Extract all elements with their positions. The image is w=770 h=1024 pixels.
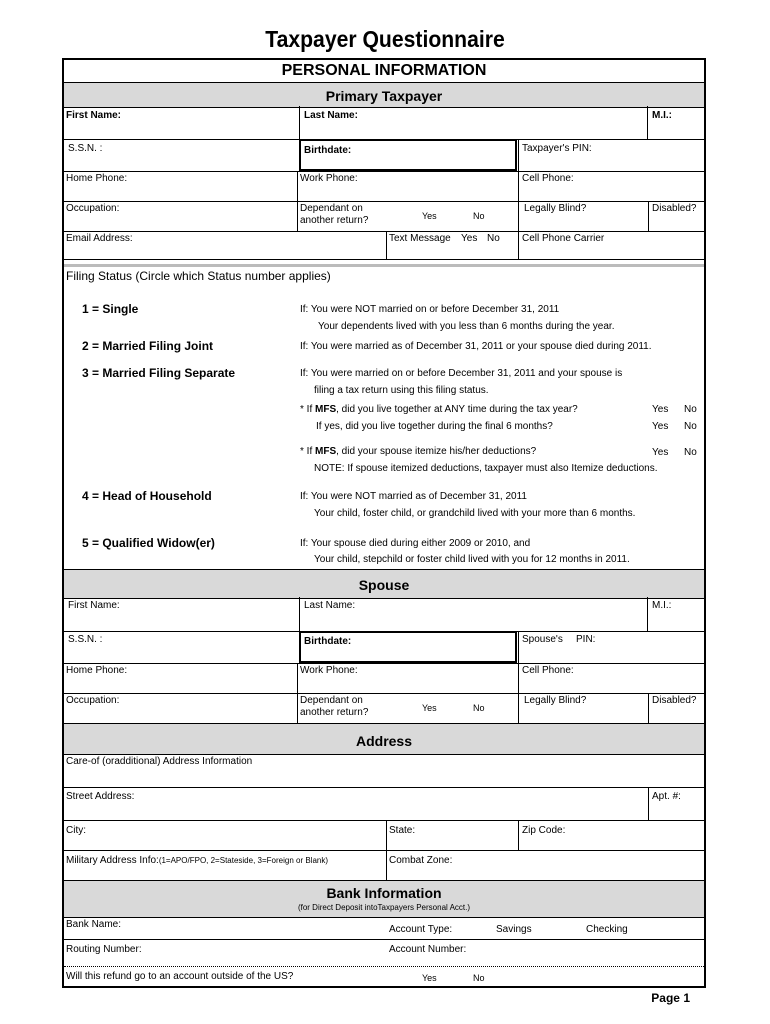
primary-dependant-yes[interactable]: Yes bbox=[422, 211, 437, 221]
primary-blind-label: Legally Blind? bbox=[524, 203, 587, 214]
filing-mfs-q1-yes[interactable]: Yes bbox=[652, 404, 669, 415]
primary-occupation-label: Occupation: bbox=[66, 203, 120, 214]
address-zip-label: Zip Code: bbox=[522, 825, 566, 836]
primary-taxpayer-header: Primary Taxpayer bbox=[64, 82, 704, 108]
filing-mfs-note: NOTE: If spouse itemized deductions, taxpayer must also Itemize deductions. bbox=[314, 463, 658, 474]
filing-mfs-q3-yes[interactable]: Yes bbox=[652, 447, 669, 458]
bank-account-type-label: Account Type: bbox=[389, 924, 453, 935]
spouse-first-name-label: First Name: bbox=[68, 600, 120, 611]
primary-home-phone-label: Home Phone: bbox=[66, 173, 128, 184]
questionnaire-form bbox=[62, 58, 706, 988]
filing-mfs-q3-no[interactable]: No bbox=[684, 447, 697, 458]
bank-checking-option[interactable]: Checking bbox=[586, 924, 628, 935]
filing-mfs-desc-1: If: You were married on or before December 31, 2011 and your spouse is bbox=[300, 368, 623, 379]
spouse-dependant-yes[interactable]: Yes bbox=[422, 703, 437, 713]
address-state-label: State: bbox=[389, 825, 416, 836]
filing-mfs: 3 = Married Filing Separate bbox=[82, 366, 236, 380]
spouse-blind-label: Legally Blind? bbox=[524, 695, 587, 706]
primary-text-message-label: Text Message bbox=[389, 233, 451, 244]
address-combat-label: Combat Zone: bbox=[389, 855, 453, 866]
filing-mfs-q1: * If MFS, did you live together at ANY time during the tax year? bbox=[300, 404, 578, 415]
primary-dependant-no[interactable]: No bbox=[473, 211, 485, 221]
spouse-cell-phone-label: Cell Phone: bbox=[522, 665, 574, 676]
primary-birthdate-label: Birthdate: bbox=[304, 145, 352, 156]
spouse-mi-label: M.I.: bbox=[652, 600, 672, 611]
filing-hoh: 4 = Head of Household bbox=[82, 489, 212, 503]
filing-mfs-q3: * If MFS, did your spouse itemize his/her deductions? bbox=[300, 446, 537, 457]
filing-mfs-q1-no[interactable]: No bbox=[684, 404, 697, 415]
spouse-disabled-label: Disabled? bbox=[652, 695, 697, 706]
address-apt-label: Apt. #: bbox=[652, 791, 681, 802]
filing-single: 1 = Single bbox=[82, 302, 139, 316]
filing-mfs-desc-2: filing a tax return using this filing status. bbox=[314, 385, 489, 396]
filing-qw: 5 = Qualified Widow(er) bbox=[82, 536, 215, 550]
primary-dependant-label-2: another return? bbox=[300, 215, 369, 226]
primary-mi-label: M.I.: bbox=[652, 110, 672, 121]
filing-mfj: 2 = Married Filing Joint bbox=[82, 339, 214, 353]
spouse-birthdate-label: Birthdate: bbox=[304, 636, 352, 647]
filing-mfs-q2-yes[interactable]: Yes bbox=[652, 421, 669, 432]
spouse-pin-label-1: Spouse's bbox=[522, 634, 563, 645]
bank-header-title: Bank Information bbox=[326, 885, 442, 901]
filing-hoh-desc-2: Your child, foster child, or grandchild lived with your more than 6 months. bbox=[314, 508, 636, 519]
filing-status-header: Filing Status (Circle which Status number applies) bbox=[66, 269, 331, 283]
primary-text-no[interactable]: No bbox=[487, 233, 500, 244]
spouse-dependant-label-2: another return? bbox=[300, 707, 369, 718]
primary-pin-label: Taxpayer's PIN: bbox=[522, 143, 592, 154]
primary-cell-phone-label: Cell Phone: bbox=[522, 173, 574, 184]
filing-qw-desc-2: Your child, stepchild or foster child lived with you for 12 months in 2011. bbox=[314, 554, 630, 565]
spouse-last-name-label: Last Name: bbox=[304, 600, 356, 611]
page-number: Page 1 bbox=[651, 991, 690, 1005]
spouse-header: Spouse bbox=[64, 569, 704, 599]
filing-single-desc-2: Your dependents lived with you less than 6 months during the year. bbox=[318, 321, 615, 332]
filing-single-desc-1: If: You were NOT married on or before December 31, 2011 bbox=[300, 304, 560, 315]
address-header: Address bbox=[64, 723, 704, 755]
page-title: Taxpayer Questionnaire bbox=[265, 26, 505, 52]
primary-email-label: Email Address: bbox=[66, 233, 133, 244]
filing-mfj-desc-1: If: You were married as of December 31, 2011 or your spouse died during 2011. bbox=[300, 341, 652, 352]
address-city-label: City: bbox=[66, 825, 86, 836]
spouse-dependant-no[interactable]: No bbox=[473, 703, 485, 713]
filing-mfs-q2-no[interactable]: No bbox=[684, 421, 697, 432]
bank-subheader: (for Direct Deposit intoTaxpayers Personal Acct.) bbox=[297, 903, 471, 912]
bank-header bbox=[64, 880, 704, 918]
bank-savings-option[interactable]: Savings bbox=[496, 924, 532, 935]
bank-account-number-label: Account Number: bbox=[389, 944, 467, 955]
primary-dependant-label-1: Dependant on bbox=[300, 203, 363, 214]
address-street-label: Street Address: bbox=[66, 791, 135, 802]
spouse-dependant-label-1: Dependant on bbox=[300, 695, 363, 706]
spouse-home-phone-label: Home Phone: bbox=[66, 665, 128, 676]
primary-work-phone-label: Work Phone: bbox=[300, 173, 358, 184]
spouse-occupation-label: Occupation: bbox=[66, 695, 120, 706]
bank-outside-us-label: Will this refund go to an account outside of the US? bbox=[66, 971, 294, 982]
bank-routing-label: Routing Number: bbox=[66, 944, 142, 955]
primary-disabled-label: Disabled? bbox=[652, 203, 697, 214]
bank-outside-no[interactable]: No bbox=[473, 973, 485, 983]
primary-ssn-label: S.S.N. : bbox=[68, 143, 103, 154]
address-careof-label: Care-of (oradditional) Address Information bbox=[66, 756, 253, 767]
filing-qw-desc-1: If: Your spouse died during either 2009 or 2010, and bbox=[300, 538, 531, 549]
primary-cell-carrier-label: Cell Phone Carrier bbox=[522, 233, 605, 244]
bank-name-label: Bank Name: bbox=[66, 919, 122, 930]
personal-info-header: PERSONAL INFORMATION bbox=[64, 60, 704, 83]
spouse-work-phone-label: Work Phone: bbox=[300, 665, 358, 676]
primary-last-name-label: Last Name: bbox=[304, 110, 358, 121]
bank-outside-yes[interactable]: Yes bbox=[422, 973, 437, 983]
primary-first-name-label: First Name: bbox=[66, 110, 122, 121]
filing-mfs-q2: If yes, did you live together during the final 6 months? bbox=[316, 421, 553, 432]
primary-text-yes[interactable]: Yes bbox=[461, 233, 478, 244]
filing-hoh-desc-1: If: You were NOT married as of December 31, 2011 bbox=[300, 491, 527, 502]
spouse-ssn-label: S.S.N. : bbox=[68, 634, 103, 645]
address-military-label: Military Address Info:(1=APO/FPO, 2=Stateside, 3=Foreign or Blank) bbox=[66, 855, 329, 866]
spouse-pin-label-2: PIN: bbox=[576, 634, 596, 645]
